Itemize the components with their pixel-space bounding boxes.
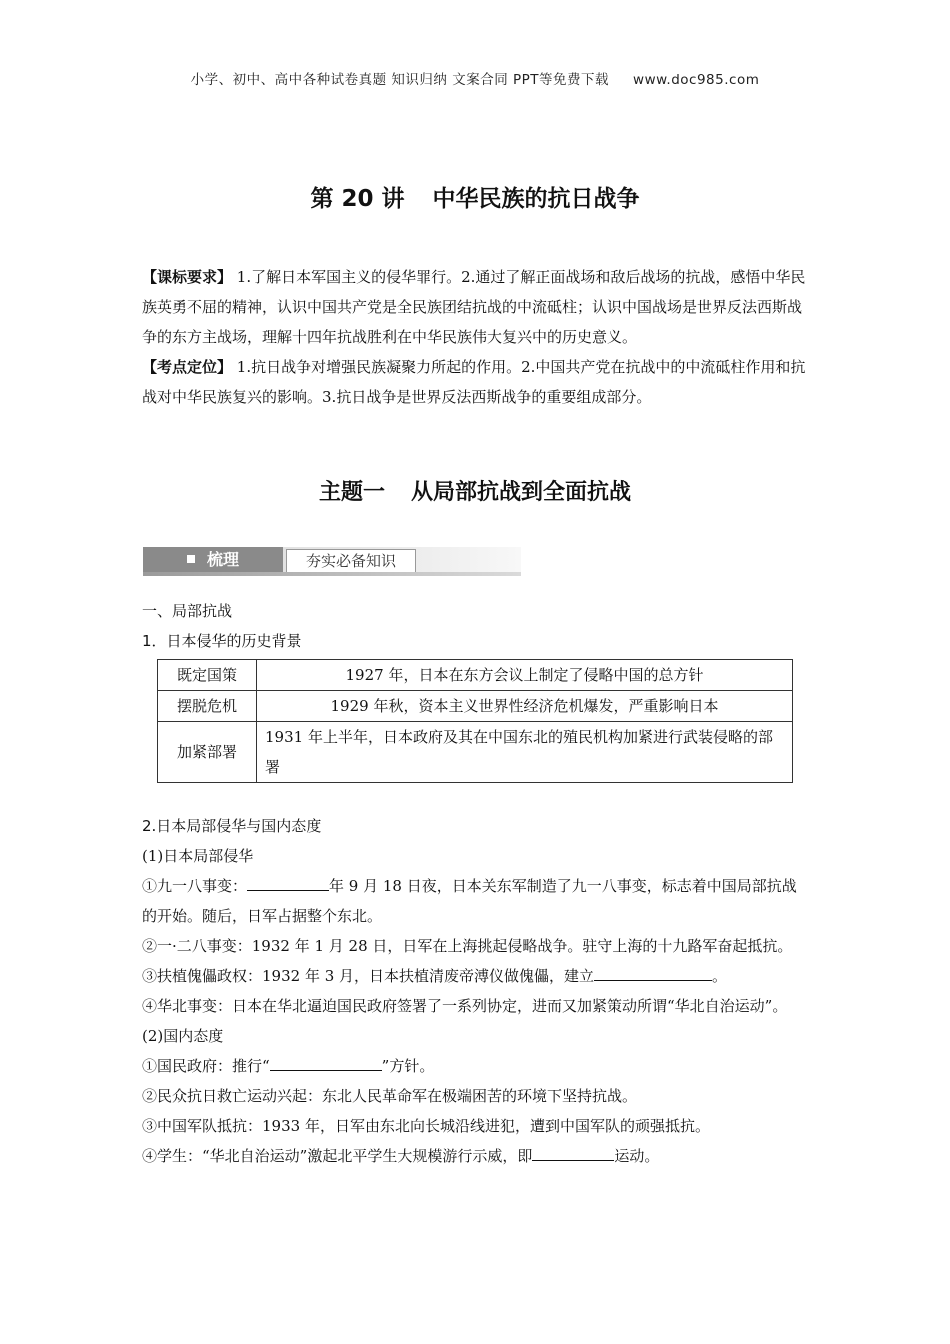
intro-block: [142, 262, 810, 412]
fill-blank[interactable]: [270, 1052, 382, 1071]
curriculum-paragraph: [142, 262, 810, 352]
section-heading: 一、局部抗战: [142, 602, 233, 620]
fill-blank[interactable]: [247, 872, 329, 891]
table-value: 1931 年上半年，日本政府及其在中国东北的殖民机构加紧进行武装侵略的部署: [257, 722, 793, 783]
subsection-heading: (2)国内态度: [142, 1027, 224, 1045]
list-item: ③扶植傀儡政权：1932 年 3 月，日本扶植清废帝溥仪做傀儡，建立 。: [142, 961, 810, 991]
subsection-heading: 1．日本侵华的历史背景: [142, 632, 302, 650]
banner-dark-tab: [143, 547, 283, 572]
table-value: 1927 年，日本在东方会议上制定了侵略中国的总方针: [257, 660, 793, 691]
lecture-title: [0, 180, 950, 213]
topic-name: 从局部抗战到全面抗战: [411, 480, 632, 505]
lecture-number: 第 20 讲: [310, 186, 405, 212]
section-banner: [143, 547, 521, 576]
main-content: [142, 596, 810, 1171]
position-paragraph: [142, 352, 810, 412]
table-key: 摆脱危机: [158, 691, 257, 722]
list-item: ①九一八事变： 年 9 月 18 日夜，日本关东军制造了九一八事变，标志着中国局部抗战的开始。随后，日军占据整个东北。: [142, 871, 810, 931]
list-item: ①国民政府：推行“ ”方针。: [142, 1051, 810, 1081]
subsection-heading: (1)日本局部侵华: [142, 847, 254, 865]
banner-dark-label: 梳理: [207, 550, 240, 569]
position-label: 【考点定位】: [142, 358, 233, 376]
list-item: ②民众抗日救亡运动兴起：东北人民革命军在极端困苦的环境下坚持抗战。: [142, 1087, 638, 1105]
table-key: 加紧部署: [158, 722, 257, 783]
subsection-heading: 2.日本局部侵华与国内态度: [142, 817, 322, 835]
list-item: ④华北事变：日本在华北逼迫国民政府签署了一系列协定，进而又加紧策动所谓“华北自治运动”。: [142, 997, 788, 1015]
header-text: 小学、初中、高中各种试卷真题 知识归纳 文案合同 PPT等免费下载: [190, 72, 610, 88]
page-header: [0, 68, 950, 88]
table-key: 既定国策: [158, 660, 257, 691]
position-text: 1.抗日战争对增强民族凝聚力所起的作用。2.中国共产党在抗战中的中流砥柱作用和抗战对中华民族复兴的影响。3.抗日战争是世界反法西斯战争的重要组成部分。: [142, 358, 806, 406]
background-table: [157, 659, 793, 783]
table-row: [158, 722, 793, 783]
topic-heading: [0, 475, 950, 506]
curriculum-label: 【课标要求】: [142, 268, 233, 286]
list-item: ③中国军队抵抗：1933 年，日军由东北向长城沿线进犯，遭到中国军队的顽强抵抗。: [142, 1117, 710, 1135]
square-icon: [187, 555, 195, 563]
list-item: ②一·二八事变：1932 年 1 月 28 日，日军在上海挑起侵略战争。驻守上海的十九路军奋起抵抗。: [142, 937, 793, 955]
fill-blank[interactable]: [594, 962, 712, 981]
lecture-name: 中华民族的抗日战争: [432, 186, 640, 212]
header-url[interactable]: www.doc985.com: [633, 72, 760, 88]
table-row: [158, 691, 793, 722]
table-row: [158, 660, 793, 691]
list-item: ④学生：“华北自治运动”激起北平学生大规模游行示威，即 运动。: [142, 1141, 810, 1171]
curriculum-text: 1.了解日本军国主义的侵华罪行。2.通过了解正面战场和敌后战场的抗战，感悟中华民族英勇不屈的精神，认识中国共产党是全民族团结抗战的中流砥柱；认识中国战场是世界反法西斯战争的东方主战场，理解十四年抗战胜利在中华民族伟大复兴中的历史意义。: [142, 268, 806, 346]
banner-light-tab: 夯实必备知识: [286, 549, 416, 573]
topic-number: 主题一: [318, 480, 385, 505]
table-value: 1929 年秋，资本主义世界性经济危机爆发，严重影响日本: [257, 691, 793, 722]
fill-blank[interactable]: [532, 1142, 614, 1161]
banner-underline: [143, 572, 521, 576]
